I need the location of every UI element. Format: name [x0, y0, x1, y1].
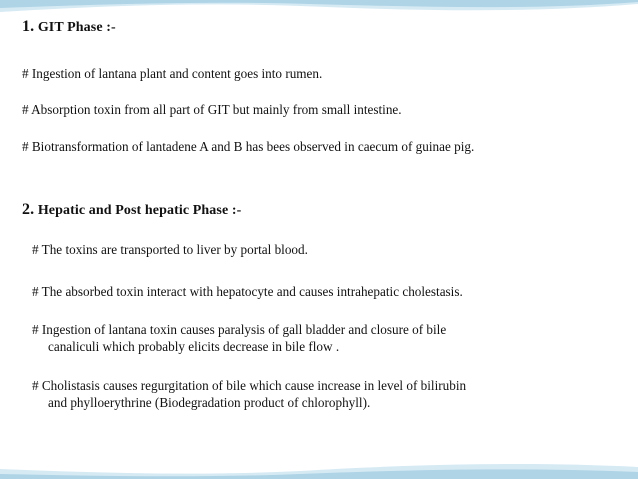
section-2-point-1 — [22, 241, 308, 258]
section-2-point-2-line-1: # The absorbed toxin interact with hepatocyte and causes intrahepatic cholestasis. — [32, 284, 463, 299]
section-1-point-1: # Ingestion of lantana plant and content goes into rumen. — [22, 66, 323, 81]
section-2-point-3-line-1: # Ingestion of lantana toxin causes paralysis of gall bladder and closure of bile — [32, 322, 447, 337]
section-2-point-2 — [22, 283, 463, 300]
section-2-number: 2. — [22, 201, 35, 218]
section-1-number: 1. — [22, 18, 35, 35]
section-2-point-4-line-2: and phylloerythrine (Biodegradation product of chlorophyll). — [48, 395, 371, 410]
section-2-point-3-line-2: canaliculi which probably elicits decrease in bile flow . — [48, 339, 340, 354]
section-2-point-3 — [22, 321, 446, 355]
section-1-point-2: # Absorption toxin from all part of GIT but mainly from small intestine. — [22, 102, 402, 117]
bottom-wave-decoration — [0, 461, 638, 479]
section-1-point-3: # Biotransformation of lantadene A and B has bees observed in caecum of guinae pig. — [22, 139, 475, 154]
section-2-point-1-line-1: # The toxins are transported to liver by portal blood. — [32, 242, 308, 257]
section-1-title: GIT Phase :- — [37, 20, 116, 35]
section-2-heading — [22, 201, 241, 219]
section-2-point-4 — [22, 377, 466, 411]
section-2-point-4-line-1: # Cholistasis causes regurgitation of bile which cause increase in level of bilirubin — [32, 378, 467, 393]
section-2-title: Hepatic and Post hepatic Phase :- — [37, 203, 242, 218]
section-1-heading — [22, 18, 116, 36]
